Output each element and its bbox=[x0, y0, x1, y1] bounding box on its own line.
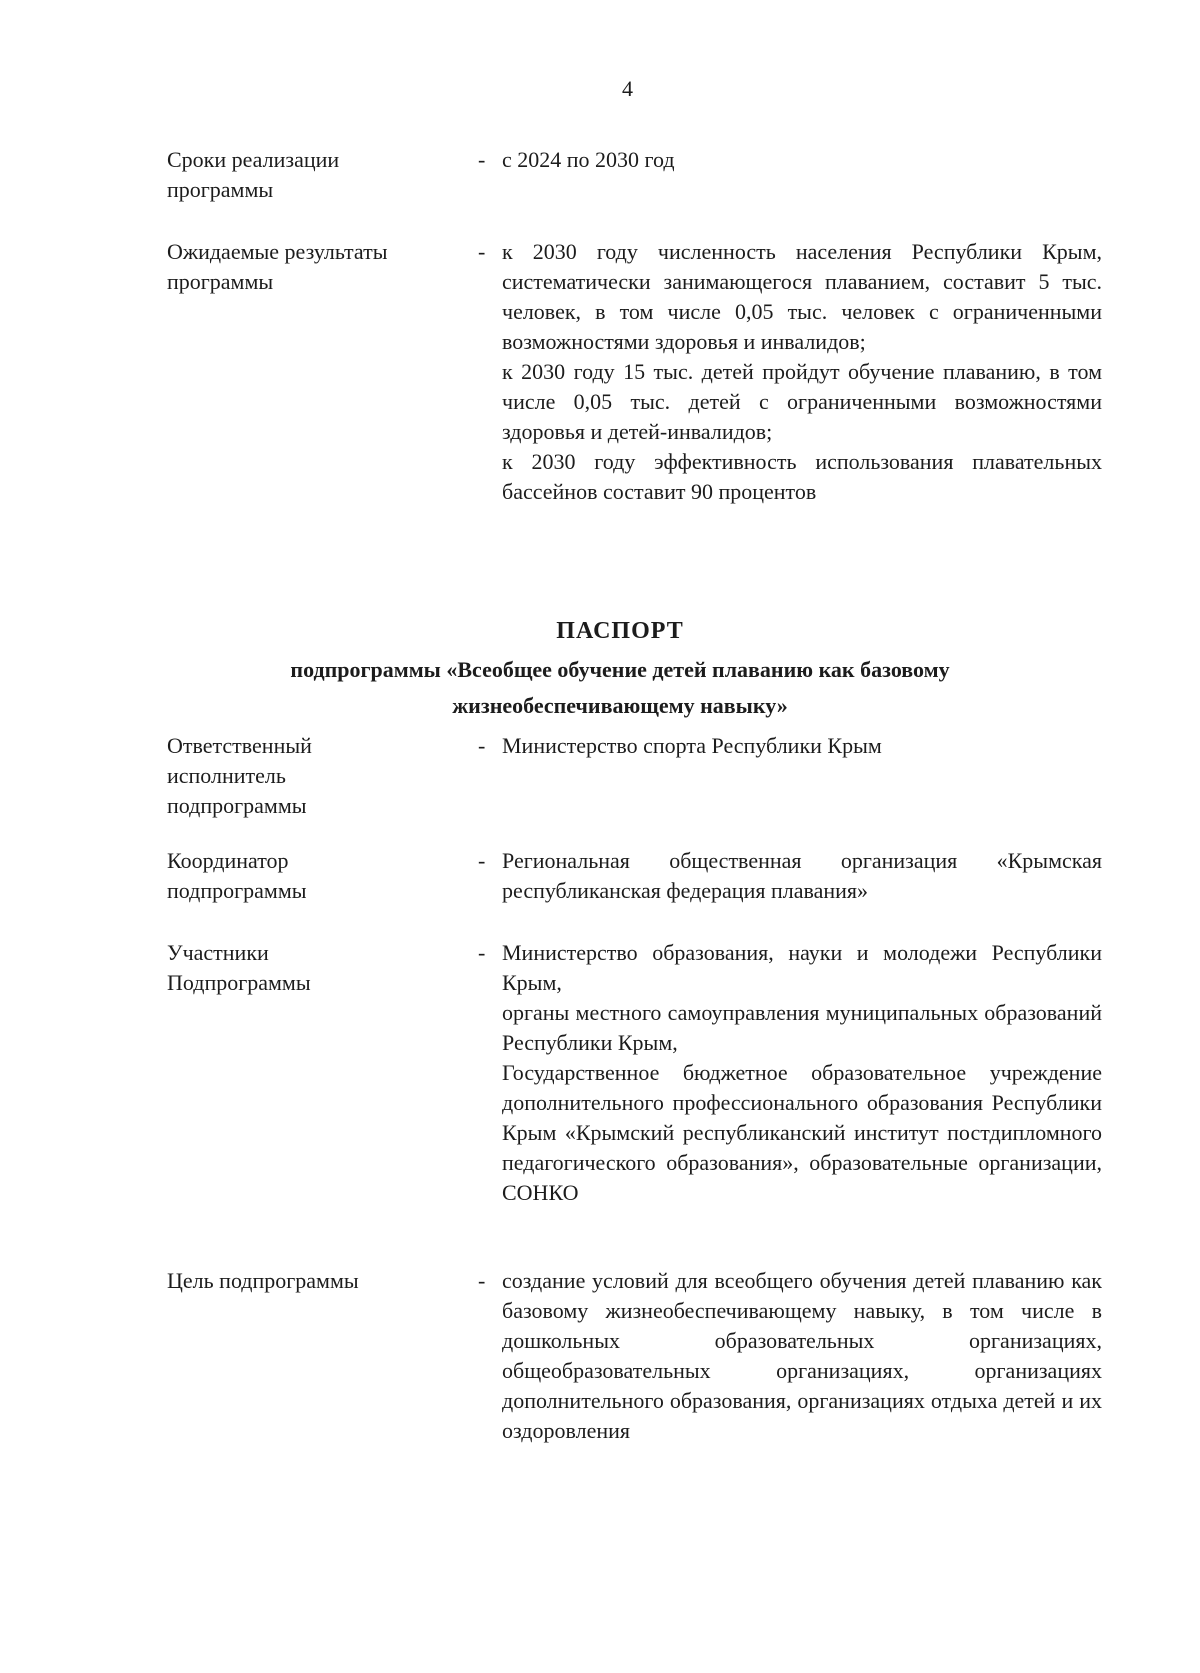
value-paragraph: к 2030 году эффективность использования плавательных бассейнов составит 90 процентов bbox=[502, 449, 1102, 504]
row-dash: - bbox=[478, 940, 486, 965]
program-row-expected-results bbox=[0, 237, 1200, 567]
row-dash: - bbox=[478, 239, 486, 264]
page-number: 4 bbox=[622, 76, 633, 101]
passport-subtitle-line: жизнеобеспечивающему навыку» bbox=[452, 693, 788, 718]
subprogram-row-participants bbox=[0, 938, 1200, 1238]
value-paragraph: Государственное бюджетное образовательное учреждение дополнительного профессионального образования Республики Крым «Крымский республиканский институт постдипломного педагогического образования», образовательные организации, СОНКО bbox=[502, 1060, 1102, 1205]
subprogram-row-goal bbox=[0, 1266, 1200, 1446]
subprogram-row-responsible bbox=[0, 731, 1200, 821]
value-paragraph: к 2030 году численность населения Республики Крым, систематически занимающегося плаванием, составит 5 тыс. человек, в том числе 0,05 тыс. человек с ограниченными возможностями здоровья и инвалидов; bbox=[502, 239, 1102, 354]
value-paragraph: с 2024 по 2030 год bbox=[502, 147, 675, 172]
row-label: Участники Подпрограммы bbox=[167, 940, 311, 995]
row-label: Координатор подпрограммы bbox=[167, 848, 307, 903]
row-value bbox=[502, 731, 1102, 761]
row-value bbox=[502, 1266, 1102, 1446]
row-label: Ожидаемые результаты программы bbox=[167, 239, 388, 294]
subprogram-row-coordinator bbox=[0, 846, 1200, 906]
value-paragraph: Министерство образования, науки и молодежи Республики Крым, bbox=[502, 940, 1102, 995]
row-dash: - bbox=[478, 733, 486, 758]
value-paragraph: Региональная общественная организация «Крымская республиканская федерация плавания» bbox=[502, 848, 1102, 903]
program-row-period bbox=[0, 145, 1200, 205]
row-dash: - bbox=[478, 848, 486, 873]
value-paragraph: Министерство спорта Республики Крым bbox=[502, 733, 882, 758]
passport-subtitle-line: подпрограммы «Всеобщее обучение детей плаванию как базовому bbox=[290, 657, 950, 682]
passport-subtitle bbox=[0, 652, 1200, 724]
row-label: Сроки реализации программы bbox=[167, 147, 340, 202]
row-value bbox=[502, 145, 1102, 175]
row-label: Ответственный исполнитель подпрограммы bbox=[167, 733, 312, 818]
value-paragraph: создание условий для всеобщего обучения детей плаванию как базовому жизнеобеспечивающему навыку, в том числе в дошкольных образовательных организациях, общеобразовательных организациях, организациях дополнительного образования, организациях отдыха детей и их оздоровления bbox=[502, 1268, 1102, 1443]
row-label: Цель подпрограммы bbox=[167, 1268, 359, 1293]
row-value bbox=[502, 938, 1102, 1208]
row-value bbox=[502, 237, 1102, 507]
row-value bbox=[502, 846, 1102, 906]
row-dash: - bbox=[478, 1268, 486, 1293]
passport-title: ПАСПОРТ bbox=[556, 618, 684, 644]
value-paragraph: к 2030 году 15 тыс. детей пройдут обучение плаванию, в том числе 0,05 тыс. детей с ограниченными возможностями здоровья и детей-инвалидов; bbox=[502, 359, 1102, 444]
row-dash: - bbox=[478, 147, 486, 172]
value-paragraph: органы местного самоуправления муниципальных образований Республики Крым, bbox=[502, 1000, 1102, 1055]
